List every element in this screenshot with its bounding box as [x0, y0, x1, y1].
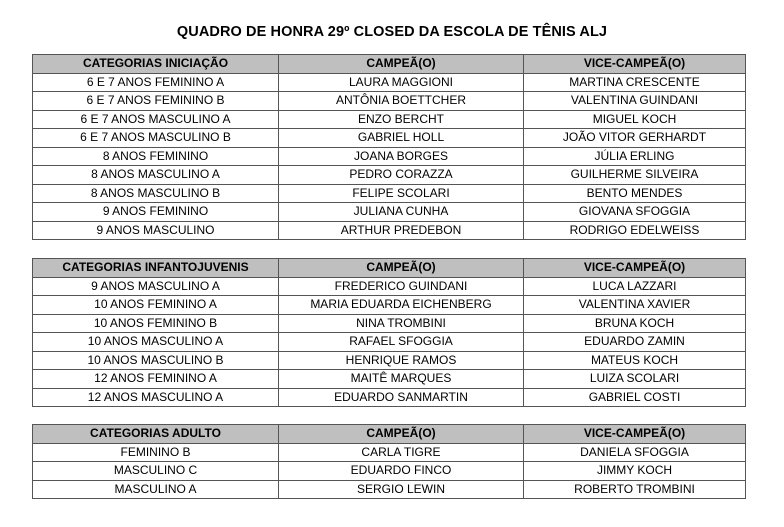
table-row	[33, 351, 746, 370]
category-cell: 10 ANOS MASCULINO A	[33, 333, 279, 352]
category-cell: 10 ANOS FEMININO A	[33, 296, 279, 315]
table-row	[33, 92, 746, 111]
champion-cell: MARIA EDUARDA EICHENBERG	[279, 296, 524, 315]
champion-cell: FELIPE SCOLARI	[279, 184, 524, 203]
table-row	[33, 388, 746, 407]
table-header-row	[33, 55, 746, 74]
champion-cell: ARTHUR PREDEBON	[279, 221, 524, 240]
runner-up-cell: JOÃO VITOR GERHARDT	[524, 129, 746, 148]
category-header: CATEGORIAS INICIAÇÃO	[33, 55, 279, 74]
table-row	[33, 296, 746, 315]
champion-cell: HENRIQUE RAMOS	[279, 351, 524, 370]
runner-up-header: VICE-CAMPEÃ(O)	[524, 259, 746, 278]
table-row	[33, 462, 746, 481]
champion-cell: JULIANA CUNHA	[279, 203, 524, 222]
champion-cell: JOANA BORGES	[279, 147, 524, 166]
champion-header: CAMPEÃ(O)	[279, 55, 524, 74]
category-header: CATEGORIAS INFANTOJUVENIS	[33, 259, 279, 278]
runner-up-cell: MIGUEL KOCH	[524, 110, 746, 129]
table-categorias-adulto	[32, 424, 746, 499]
table-row	[33, 370, 746, 389]
champion-cell: PEDRO CORAZZA	[279, 166, 524, 185]
runner-up-cell: DANIELA SFOGGIA	[524, 443, 746, 462]
category-cell: 8 ANOS FEMININO	[33, 147, 279, 166]
table-row	[33, 221, 746, 240]
category-cell: 6 E 7 ANOS MASCULINO A	[33, 110, 279, 129]
table-row	[33, 110, 746, 129]
runner-up-cell: EDUARDO ZAMIN	[524, 333, 746, 352]
champion-cell: SERGIO LEWIN	[279, 480, 524, 499]
runner-up-cell: RODRIGO EDELWEISS	[524, 221, 746, 240]
runner-up-cell: MARTINA CRESCENTE	[524, 73, 746, 92]
table-row	[33, 333, 746, 352]
runner-up-cell: GIOVANA SFOGGIA	[524, 203, 746, 222]
runner-up-header: VICE-CAMPEÃ(O)	[524, 55, 746, 74]
table-header-row	[33, 425, 746, 444]
champion-cell: EDUARDO FINCO	[279, 462, 524, 481]
category-cell: 12 ANOS MASCULINO A	[33, 388, 279, 407]
champion-cell: ENZO BERCHT	[279, 110, 524, 129]
runner-up-cell: BENTO MENDES	[524, 184, 746, 203]
category-header: CATEGORIAS ADULTO	[33, 425, 279, 444]
category-cell: 9 ANOS MASCULINO A	[33, 277, 279, 296]
category-cell: 8 ANOS MASCULINO A	[33, 166, 279, 185]
champion-cell: CARLA TIGRE	[279, 443, 524, 462]
table-categorias-iniciacao	[32, 54, 746, 240]
category-cell: 12 ANOS FEMININO A	[33, 370, 279, 389]
table-row	[33, 73, 746, 92]
champion-cell: LAURA MAGGIONI	[279, 73, 524, 92]
runner-up-cell: VALENTINA XAVIER	[524, 296, 746, 315]
table-row	[33, 480, 746, 499]
champion-cell: ANTÔNIA BOETTCHER	[279, 92, 524, 111]
category-cell: 8 ANOS MASCULINO B	[33, 184, 279, 203]
runner-up-cell: LUIZA SCOLARI	[524, 370, 746, 389]
category-cell: 9 ANOS MASCULINO	[33, 221, 279, 240]
table-row	[33, 203, 746, 222]
champion-cell: MAITÊ MARQUES	[279, 370, 524, 389]
champion-header: CAMPEÃ(O)	[279, 425, 524, 444]
runner-up-cell: ROBERTO TROMBINI	[524, 480, 746, 499]
page-title: QUADRO DE HONRA 29º CLOSED DA ESCOLA DE TÊNIS ALJ	[176, 24, 608, 40]
category-cell: 9 ANOS FEMININO	[33, 203, 279, 222]
table-categorias-infantojuvenis	[32, 258, 746, 407]
table-row	[33, 443, 746, 462]
table-row	[33, 147, 746, 166]
category-cell: 6 E 7 ANOS FEMININO B	[33, 92, 279, 111]
runner-up-cell: BRUNA KOCH	[524, 314, 746, 333]
table-row	[33, 129, 746, 148]
runner-up-cell: LUCA LAZZARI	[524, 277, 746, 296]
category-cell: 6 E 7 ANOS FEMININO A	[33, 73, 279, 92]
category-cell: FEMININO B	[33, 443, 279, 462]
table-header-row	[33, 259, 746, 278]
runner-up-cell: JIMMY KOCH	[524, 462, 746, 481]
champion-cell: RAFAEL SFOGGIA	[279, 333, 524, 352]
champion-cell: FREDERICO GUINDANI	[279, 277, 524, 296]
champion-cell: GABRIEL HOLL	[279, 129, 524, 148]
category-cell: 10 ANOS MASCULINO B	[33, 351, 279, 370]
category-cell: 10 ANOS FEMININO B	[33, 314, 279, 333]
champion-cell: NINA TROMBINI	[279, 314, 524, 333]
runner-up-cell: VALENTINA GUINDANI	[524, 92, 746, 111]
category-cell: 6 E 7 ANOS MASCULINO B	[33, 129, 279, 148]
runner-up-cell: GABRIEL COSTI	[524, 388, 746, 407]
runner-up-cell: JÚLIA ERLING	[524, 147, 746, 166]
runner-up-cell: MATEUS KOCH	[524, 351, 746, 370]
category-cell: MASCULINO C	[33, 462, 279, 481]
table-row	[33, 184, 746, 203]
table-row	[33, 166, 746, 185]
champion-cell: EDUARDO SANMARTIN	[279, 388, 524, 407]
runner-up-cell: GUILHERME SILVEIRA	[524, 166, 746, 185]
table-row	[33, 277, 746, 296]
champion-header: CAMPEÃ(O)	[279, 259, 524, 278]
category-cell: MASCULINO A	[33, 480, 279, 499]
table-row	[33, 314, 746, 333]
runner-up-header: VICE-CAMPEÃ(O)	[524, 425, 746, 444]
